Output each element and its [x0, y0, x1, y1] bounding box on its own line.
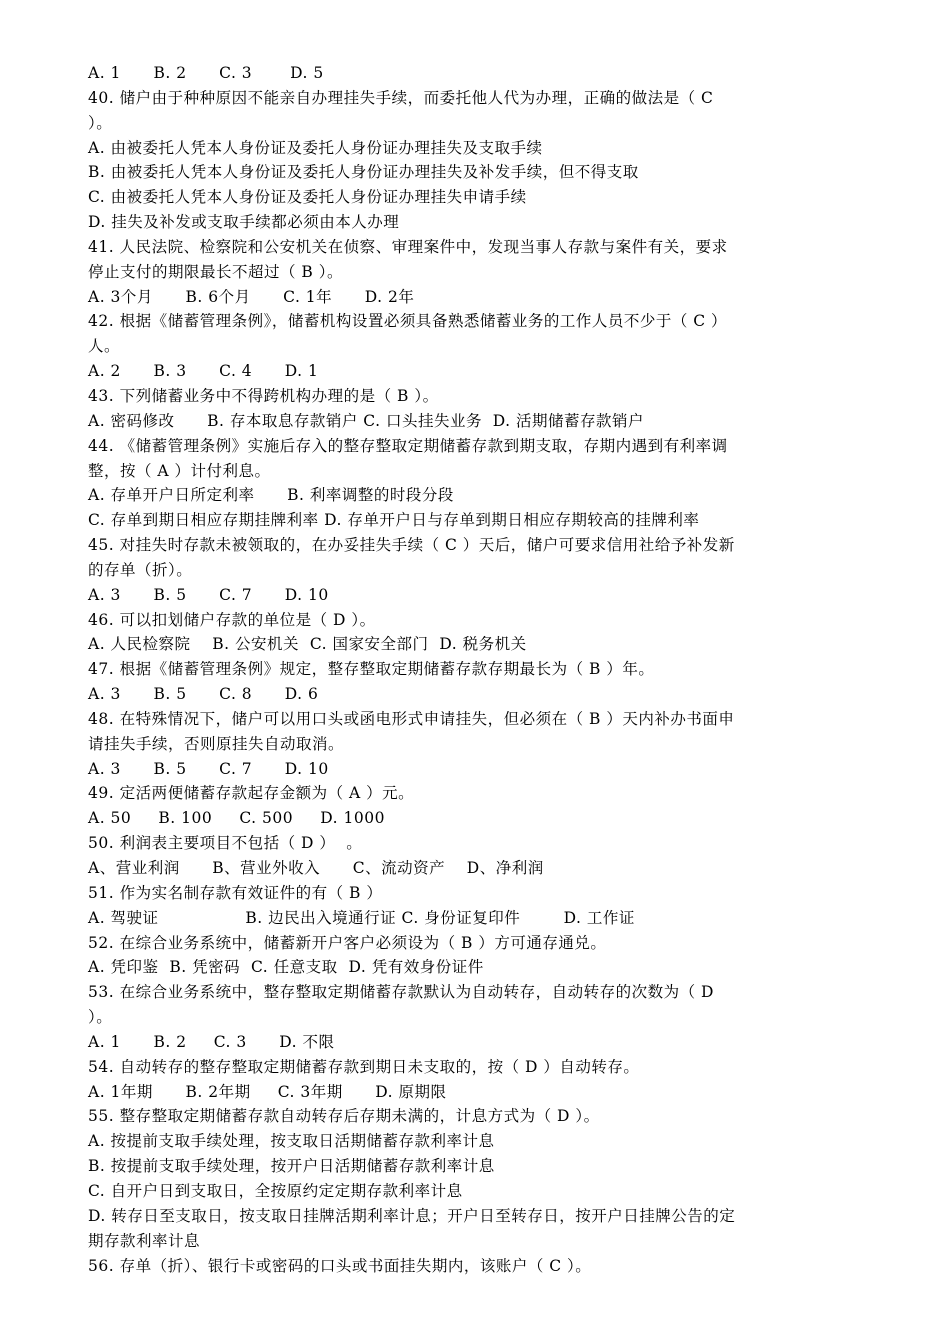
text-line: A. 按提前支取手续处理，按支取日活期储蓄存款利率计息: [88, 1132, 495, 1151]
text-line: A. 1 B. 2 C. 3 D. 不限: [88, 1032, 335, 1051]
text-line: 44. 《储蓄管理条例》实施后存入的整存整取定期储蓄存款到期支取，存期内遇到有利率调: [88, 436, 728, 455]
text-line: 48. 在特殊情况下，储户可以用口头或函电形式申请挂失，但必须在（ B ）天内补办书面申: [88, 709, 735, 728]
text-line: A. 凭印鉴 B. 凭密码 C. 任意支取 D. 凭有效身份证件: [88, 958, 484, 977]
text-line: 停止支付的期限最长不超过（ B ）。: [88, 262, 343, 281]
text-line: B. 按提前支取手续处理，按开户日活期储蓄存款利率计息: [88, 1157, 495, 1176]
text-line: 46. 可以扣划储户存款的单位是（ D ）。: [88, 610, 376, 629]
text-line: 47. 根据《储蓄管理条例》规定，整存整取定期储蓄存款存期最长为（ B ）年。: [88, 660, 655, 679]
text-line: 的存单（折）。: [88, 560, 193, 579]
text-line: ）。: [88, 113, 113, 132]
text-line: A. 驾驶证 B. 边民出入境通行证 C. 身份证复印件 D. 工作证: [88, 908, 635, 927]
text-line: A. 3 B. 5 C. 7 D. 10: [88, 585, 329, 604]
text-line: 49. 定活两便储蓄存款起存金额为（ A ）元。: [88, 784, 415, 803]
text-line: 期存款利率计息: [88, 1231, 201, 1250]
text-line: 41. 人民法院、检察院和公安机关在侦察、审理案件中，发现当事人存款与案件有关，要求: [88, 237, 728, 256]
text-line: A、营业利润 B、营业外收入 C、流动资产 D、净利润: [88, 859, 544, 877]
text-line: 51. 作为实名制存款有效证件的有（ B ）: [88, 883, 383, 902]
text-line: 55. 整存整取定期储蓄存款自动转存后存期未满的，计息方式为（ D ）。: [88, 1107, 600, 1126]
text-line: D. 转存日至支取日，按支取日挂牌活期利率计息；开户日至转存日，按开户日挂牌公告的定: [88, 1206, 736, 1225]
text-line: A. 存单开户日所定利率 B. 利率调整的时段分段: [88, 486, 454, 505]
text-line: 53. 在综合业务系统中，整存整取定期储蓄存款默认为自动转存，自动转存的次数为（ D: [88, 983, 714, 1002]
text-line: A. 人民检察院 B. 公安机关 C. 国家安全部门 D. 税务机关: [88, 635, 527, 654]
text-line: 整，按（ A ）计付利息。: [88, 461, 271, 480]
text-line: A. 50 B. 100 C. 500 D. 1000: [88, 809, 385, 828]
text-line: 40. 储户由于种种原因不能亲自办理挂失手续，而委托他人代为办理，正确的做法是（ C: [88, 88, 714, 107]
text-line: B. 由被委托人凭本人身份证及委托人身份证办理挂失及补发手续，但不得支取: [88, 163, 639, 182]
text-line: 54. 自动转存的整存整取定期储蓄存款到期日未支取的，按（ D ）自动转存。: [88, 1057, 640, 1076]
text-line: A. 1 B. 2 C. 3 D. 5: [88, 64, 324, 82]
text-line: A. 3 B. 5 C. 8 D. 6: [88, 685, 319, 704]
text-line: C. 自开户日到支取日，全按原约定定期存款利率计息: [88, 1181, 463, 1200]
text-line: 42. 根据《储蓄管理条例》，储蓄机构设置必须具备熟悉储蓄业务的工作人员不少于（ C ）: [88, 312, 728, 331]
text-line: 56. 存单（折）、银行卡或密码的口头或书面挂失期内，该账户（ C ）。: [88, 1256, 592, 1275]
text-line: ）。: [88, 1008, 113, 1027]
text-line: 50. 利润表主要项目不包括（ D ） 。: [88, 834, 363, 853]
text-line: 43. 下列储蓄业务中不得跨机构办理的是（ B ）。: [88, 386, 439, 405]
text-line: A. 密码修改 B. 存本取息存款销户 C. 口头挂失业务 D. 活期储蓄存款销户: [88, 411, 645, 430]
text-line: D. 挂失及补发或支取手续都必须由本人办理: [88, 213, 400, 232]
text-line: C. 由被委托人凭本人身份证及委托人身份证办理挂失申请手续: [88, 188, 527, 207]
text-line: 人。: [88, 337, 121, 356]
text-line: A. 3 B. 5 C. 7 D. 10: [88, 759, 329, 778]
text-line: A. 3个月 B. 6个月 C. 1年 D. 2年: [88, 287, 415, 306]
text-line: A. 由被委托人凭本人身份证及委托人身份证办理挂失及支取手续: [88, 138, 543, 157]
text-line: 45. 对挂失时存款未被领取的，在办妥挂失手续（ C ）天后，储户可要求信用社给予补发新: [88, 536, 735, 555]
text-line: 请挂失手续，否则原挂失自动取消。: [88, 734, 345, 753]
text-line: C. 存单到期日相应存期挂牌利率 D. 存单开户日与存单到期日相应存期较高的挂牌利率: [88, 511, 700, 530]
text-line: 52. 在综合业务系统中，储蓄新开户客户必须设为（ B ）方可通存通兑。: [88, 933, 607, 952]
text-line: A. 1年期 B. 2年期 C. 3年期 D. 原期限: [88, 1082, 447, 1101]
text-line: A. 2 B. 3 C. 4 D. 1: [88, 362, 319, 381]
